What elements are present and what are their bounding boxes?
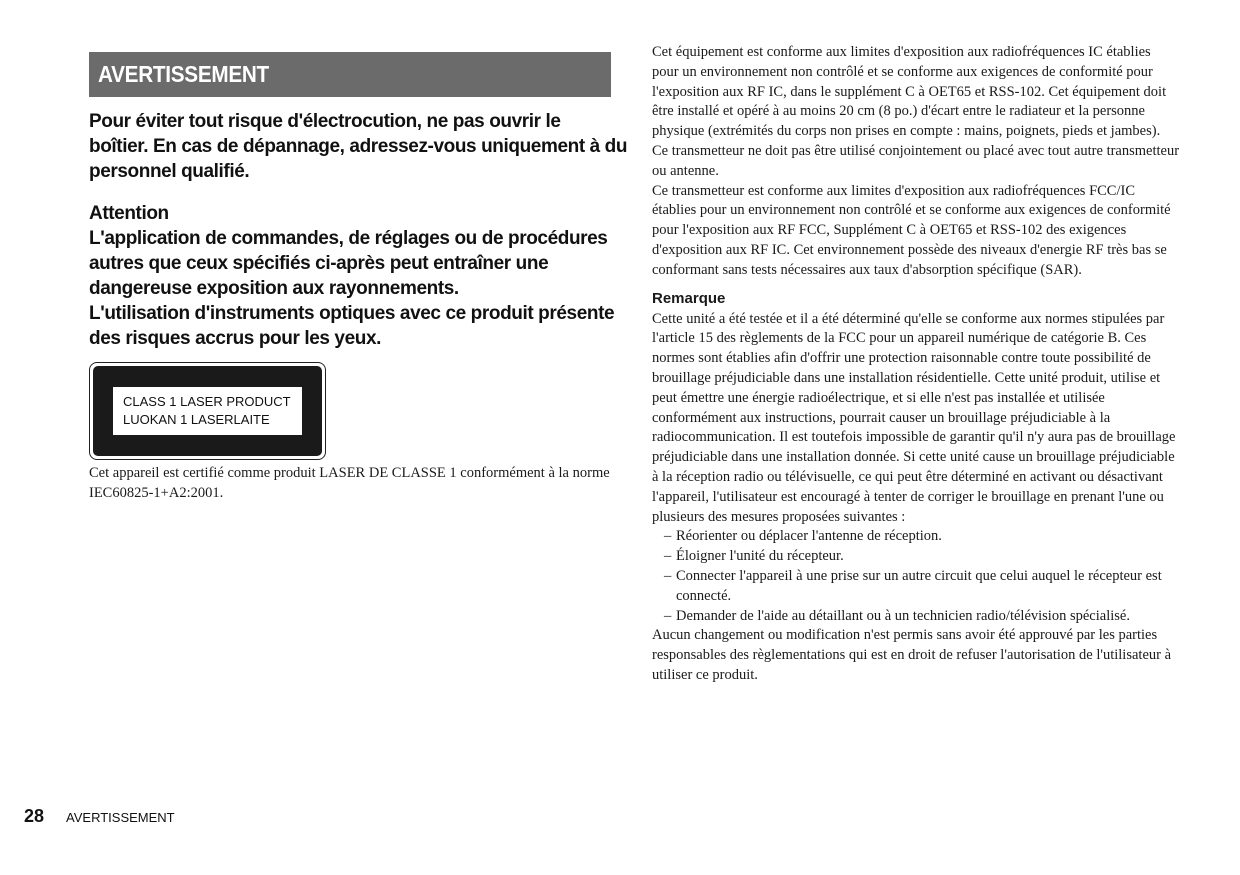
- laser-product-label: [89, 362, 326, 460]
- remark-paragraph: Cette unité a été testée et il a été déterminé qu'elle se conforme aux normes stipulées par l'article 15 des règlements de la FCC pour un appareil numérique de catégorie B. Ces normes sont établies afin d'offrir une protection raisonnable contre toute possibilité de brouillage préjudiciable dans une installation résidentielle. Cette unité produit, utilise et peut émettre une énergie radioélectrique, et si elle n'est pas installée et utilisée conformément aux instructions, pourrait causer un brouillage préjudiciable à la radiocommunication. Il est toutefois impossible de garantir qu'il n'y aura pas de brouillage préjudiciable dans une installation donnée. Si cette unité cause un brouillage préjudiciable à la réception radio ou télévisuelle, ce qui peut être déterminé en activant ou désactivant l'appareil, l'utilisateur est encouragé à tenter de corriger le brouillage en prenant l'une ou plusieurs des mesures proposées suivantes :: [652, 310, 1176, 525]
- ic-exposure-paragraph: Cet équipement est conforme aux limites d'exposition aux radiofréquences IC établies pour un environnement non contrôlé et se conforme aux exigences de conformité pour l'exposition aux RF IC, dans le supplément C à OET65 et RSS-102. Cet équipement doit être installé et opéré à au moins 20 cm (8 po.) d'écart entre le radiateur et la personne physique (extrémités du corps non prises en compte : mains, poignets, pieds et jambes).: [652, 44, 1167, 140]
- list-item: – Éloigner l'unité du récepteur.: [664, 547, 1180, 567]
- footer-section-label: AVERTISSEMENT: [66, 810, 175, 825]
- transmitter-paragraph: Ce transmetteur ne doit pas être utilisé conjointement ou placé avec tout autre transmetteur ou antenne.: [652, 142, 1180, 179]
- attention-text: [89, 226, 629, 351]
- attention-line: des risques accrus pour les yeux.: [89, 328, 381, 349]
- remark-title: Remarque: [652, 289, 726, 307]
- warning-line: boîtier. En cas de dépannage, adressez-vous uniquement à du: [89, 136, 628, 157]
- page-number: 28: [24, 806, 45, 826]
- section-header-bar: [89, 52, 611, 97]
- electrocution-warning: [89, 109, 629, 184]
- list-item: – Demander de l'aide au détaillant ou à un technicien radio/télévision spécialisé.: [664, 607, 1180, 627]
- left-column: [89, 52, 628, 349]
- laser-label-line: LUOKAN 1 LASERLAITE: [123, 412, 270, 427]
- laser-certification-text: Cet appareil est certifié comme produit LASER DE CLASSE 1 conformément à la norme IEC60825-1+A2:2001.: [89, 465, 610, 501]
- list-item: – Connecter l'appareil à une prise sur un autre circuit que celui auquel le récepteur est connecté.: [664, 567, 1180, 607]
- section-title: AVERTISSEMENT: [98, 61, 269, 87]
- page-footer: [24, 806, 175, 827]
- laser-label-line: CLASS 1 LASER PRODUCT: [123, 394, 291, 409]
- warning-line: personnel qualifié.: [89, 161, 250, 182]
- attention-line: L'utilisation d'instruments optiques avec ce produit présente: [89, 303, 615, 324]
- attention-line: dangereuse exposition aux rayonnements.: [89, 278, 459, 299]
- right-column: [652, 43, 1180, 686]
- laser-label-frame: [93, 366, 322, 456]
- measures-list: [652, 527, 1180, 626]
- laser-label-text: [113, 387, 302, 435]
- attention-title: Attention: [89, 203, 169, 224]
- list-item: – Réorienter ou déplacer l'antenne de réception.: [664, 527, 1180, 547]
- warning-line: Pour éviter tout risque d'électrocution, ne pas ouvrir le: [89, 111, 561, 132]
- attention-line: L'application de commandes, de réglages ou de procédures: [89, 228, 608, 249]
- attention-line: autres que ceux spécifiés ci-après peut entraîner une: [89, 253, 549, 274]
- closing-paragraph: Aucun changement ou modification n'est permis sans avoir été approuvé par les parties responsables des règlementations qui est en droit de refuser l'autorisation de l'utilisateur à utiliser ce produit.: [652, 627, 1172, 683]
- fcc-exposure-paragraph: Ce transmetteur est conforme aux limites d'exposition aux radiofréquences FCC/IC établies pour un environnement non contrôlé et se conforme aux exigences de conformité pour l'exposition aux RF FCC, Supplément C à OET65 et RSS-102 des exigences d'exposition aux RF IC. Cet environnement possède des niveaux d'energie RF très bas se conformant sans tests nécessaires aux taux d'absorption spécifique (SAR).: [652, 182, 1171, 278]
